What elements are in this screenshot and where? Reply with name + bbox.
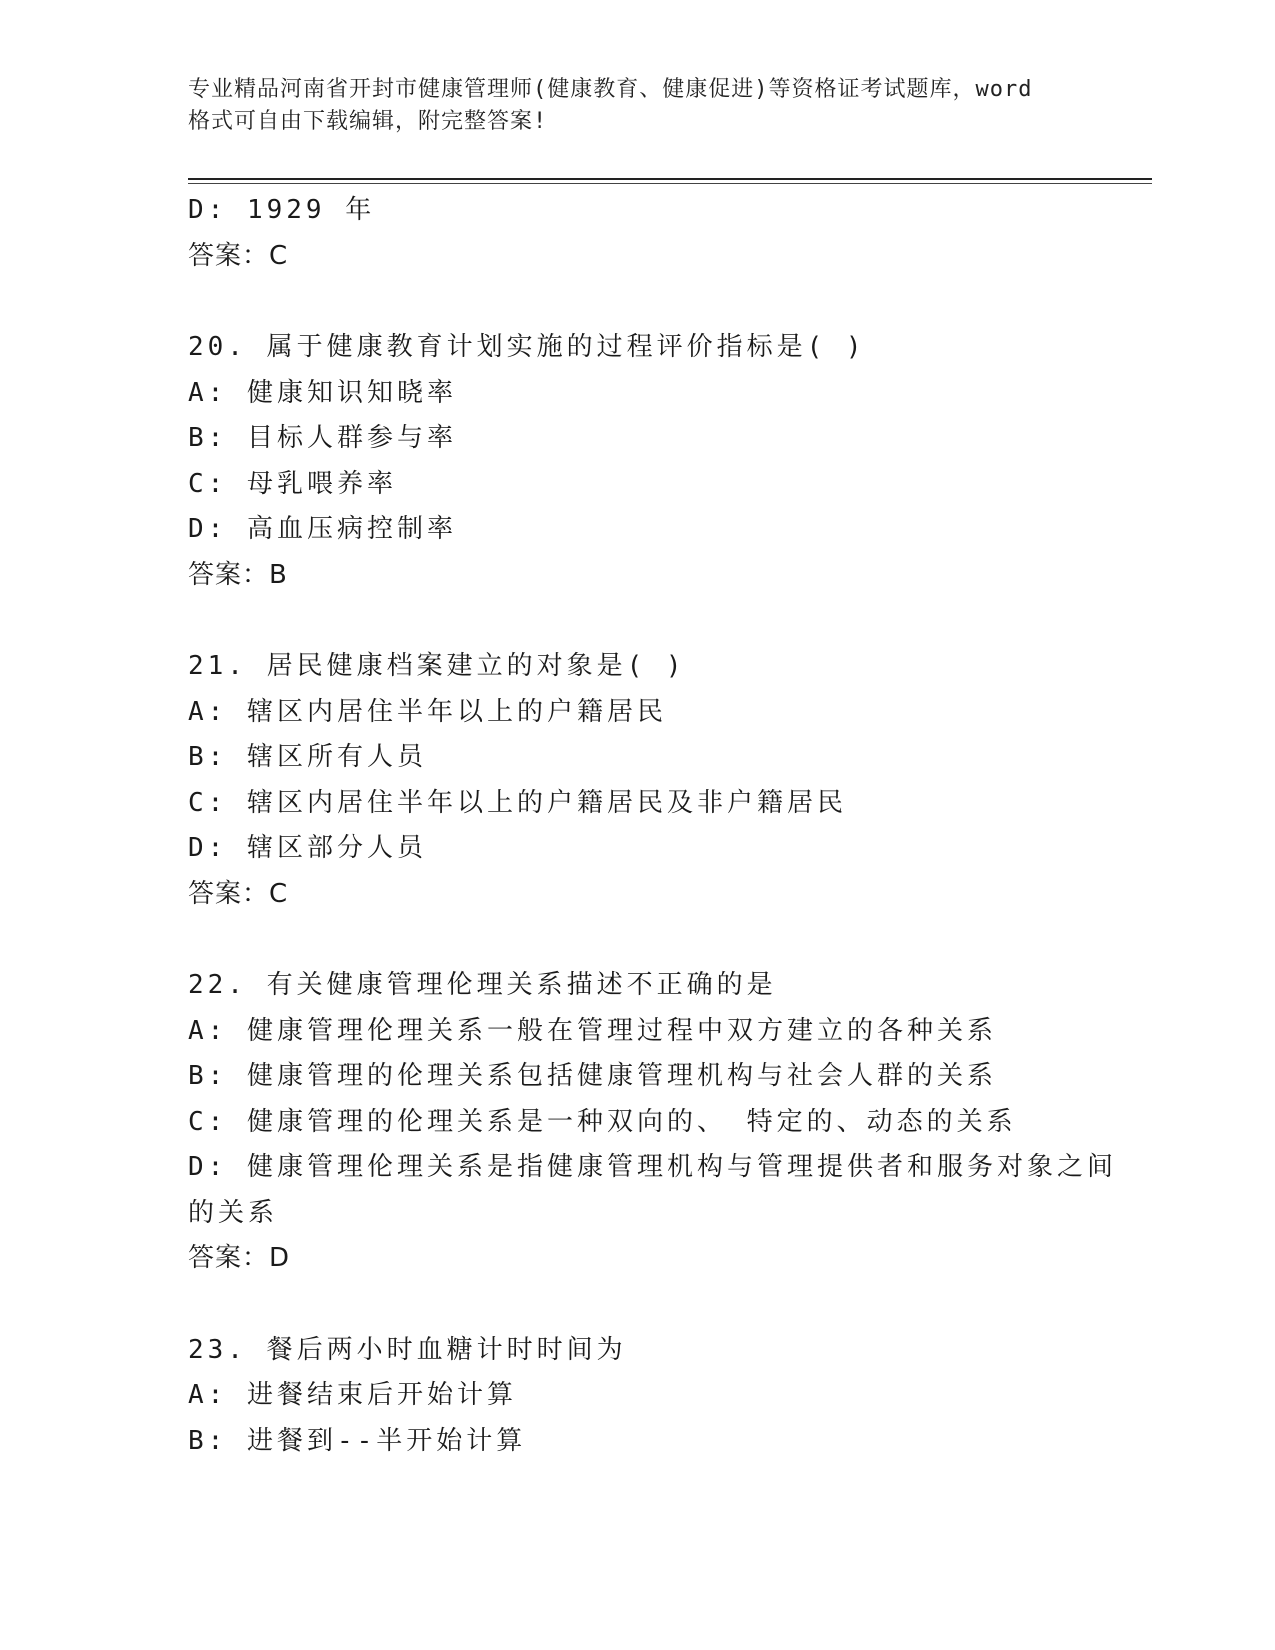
answer-line: 答案：C (188, 878, 289, 909)
option-d: D: 高血压病控制率 (188, 514, 457, 544)
question-stem: 20. 属于健康教育计划实施的过程评价指标是( ) (188, 332, 866, 362)
answer-line: 答案：B (188, 559, 288, 590)
question-22 (188, 963, 1117, 1282)
option-d: D: 1929 年 (188, 195, 376, 225)
option-d: D: 辖区部分人员 (188, 833, 427, 863)
option-a: A: 进餐结束后开始计算 (188, 1380, 517, 1410)
option-b: B: 进餐到--半开始计算 (188, 1425, 527, 1456)
option-b: B: 健康管理的伦理关系包括健康管理机构与社会人群的关系 (188, 1061, 997, 1091)
option-a: A: 健康知识知晓率 (188, 377, 457, 408)
option-c: C: 辖区内居住半年以上的户籍居民及非户籍居民 (188, 787, 847, 818)
previous-question-tail (188, 188, 1088, 279)
page-header (188, 74, 1088, 138)
spacer (188, 917, 1088, 963)
answer-line: 答案：D (188, 1243, 291, 1273)
answer-line: 答案：C (188, 240, 289, 271)
header-rule-thick (188, 178, 1152, 180)
option-c: C: 母乳喂养率 (188, 468, 397, 499)
option-a: A: 辖区内居住半年以上的户籍居民 (188, 696, 667, 727)
spacer (188, 1282, 1088, 1328)
question-stem: 23. 餐后两小时血糖计时时间为 (188, 1334, 627, 1365)
question-stem: 21. 居民健康档案建立的对象是( ) (188, 651, 686, 681)
option-c: C: 健康管理的伦理关系是一种双向的、 特定的、动态的关系 (188, 1106, 1017, 1137)
option-a: A: 健康管理伦理关系一般在管理过程中双方建立的各种关系 (188, 1015, 997, 1046)
header-line-1: 专业精品河南省开封市健康管理师(健康教育、健康促进)等资格证考试题库，word (188, 77, 1033, 102)
option-d-continuation: 的关系 (188, 1197, 279, 1228)
header-rule-thin (188, 183, 1152, 184)
question-list (188, 188, 1117, 1464)
question-stem: 22. 有关健康管理伦理关系描述不正确的是 (188, 970, 777, 1000)
question-20 (188, 325, 1088, 598)
header-line-2: 格式可自由下载编辑，附完整答案! (188, 109, 548, 134)
spacer (188, 598, 1088, 644)
question-21 (188, 644, 1088, 917)
option-d: D: 健康管理伦理关系是指健康管理机构与管理提供者和服务对象之间 (188, 1152, 1117, 1182)
question-23 (188, 1328, 1088, 1465)
spacer (188, 279, 1088, 325)
option-b: B: 目标人群参与率 (188, 423, 457, 453)
option-b: B: 辖区所有人员 (188, 742, 427, 772)
